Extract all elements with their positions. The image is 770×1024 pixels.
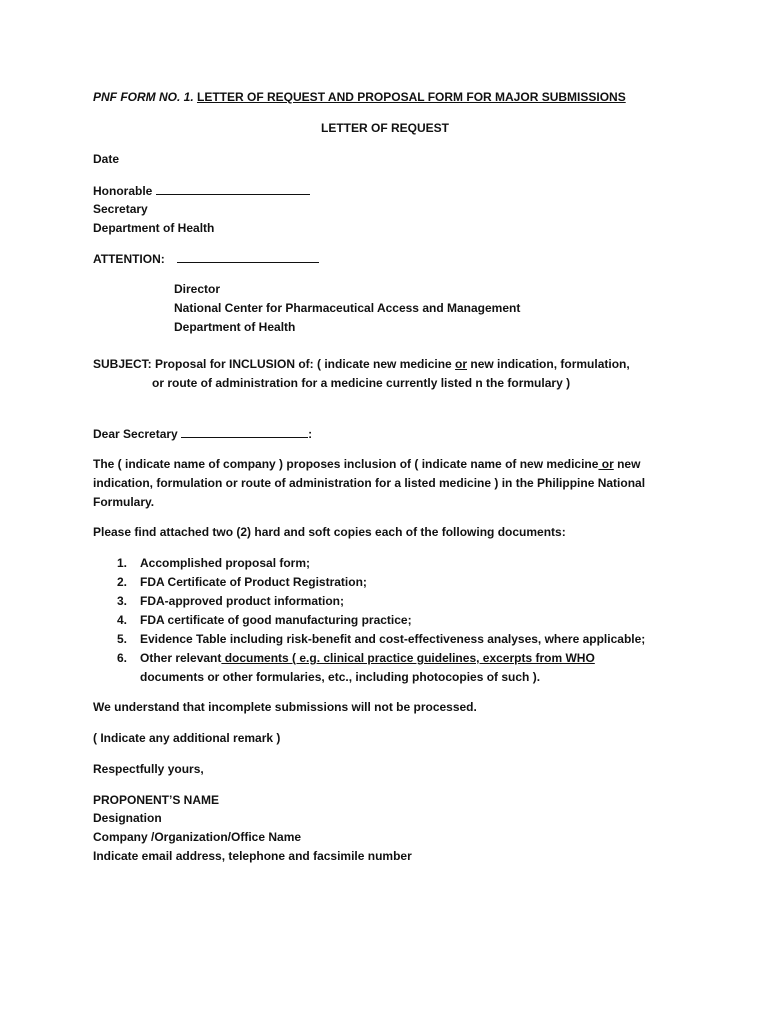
attention-dept: Department of Health bbox=[174, 320, 296, 334]
list-item-number: 6. bbox=[117, 651, 128, 665]
list-item-continued: documents or other formularies, etc., including photocopies of such ). bbox=[140, 670, 541, 684]
list-item: Evidence Table including risk-benefit and cost-effectiveness analyses, where applicable; bbox=[140, 632, 646, 646]
honorable-label: Honorable bbox=[93, 184, 153, 198]
respectfully: Respectfully yours, bbox=[93, 762, 204, 776]
body-p1-text: The ( indicate name of company ) proposes inclusion of ( indicate name of new medicine bbox=[93, 457, 599, 471]
salutation bbox=[93, 425, 312, 442]
body-p1-or: or bbox=[598, 457, 614, 471]
list-item: Accomplished proposal form; bbox=[140, 556, 311, 570]
list-item-number: 1. bbox=[117, 556, 128, 570]
list-item: FDA certificate of good manufacturing practice; bbox=[140, 613, 412, 627]
form-header bbox=[93, 89, 626, 105]
list-item bbox=[140, 650, 595, 666]
date-label: Date bbox=[93, 152, 120, 166]
addressee-position: Secretary bbox=[93, 202, 148, 216]
designation: Designation bbox=[93, 811, 162, 825]
attention-office: National Center for Pharmaceutical Access and Management bbox=[174, 301, 521, 315]
body-p1-text-end: new bbox=[613, 457, 641, 471]
subject-text-end: new indication, formulation, bbox=[467, 357, 630, 371]
list-item-number: 3. bbox=[117, 594, 128, 608]
subject-text: SUBJECT: Proposal for INCLUSION of: ( indicate new medicine bbox=[93, 357, 456, 371]
body-p2: Please find attached two (2) hard and soft copies each of the following documents: bbox=[93, 525, 566, 539]
form-title: LETTER OF REQUEST AND PROPOSAL FORM FOR MAJOR SUBMISSIONS bbox=[197, 90, 626, 104]
list-item-number: 2. bbox=[117, 575, 128, 589]
proponent-name: PROPONENT’S NAME bbox=[93, 793, 220, 807]
salutation-colon: : bbox=[308, 427, 313, 441]
addressee-dept: Department of Health bbox=[93, 221, 215, 235]
subject-or: or bbox=[455, 357, 468, 371]
list-item-text: Other relevant bbox=[140, 651, 222, 665]
subject-line-2: or route of administration for a medicine currently listed n the formulary ) bbox=[152, 376, 571, 390]
attention-label: ATTENTION: bbox=[93, 252, 165, 266]
salutation-text: Dear Secretary bbox=[93, 427, 178, 441]
list-item: FDA-approved product information; bbox=[140, 594, 344, 608]
list-item-number: 4. bbox=[117, 613, 128, 627]
attention-line bbox=[93, 250, 319, 267]
subject-line-1 bbox=[93, 356, 630, 372]
list-item-number: 5. bbox=[117, 632, 128, 646]
letter-subtitle: LETTER OF REQUEST bbox=[320, 121, 449, 135]
list-item: FDA Certificate of Product Registration; bbox=[140, 575, 367, 589]
contact-info: Indicate email address, telephone and facsimile number bbox=[93, 849, 412, 863]
body-p1-line1 bbox=[93, 456, 640, 472]
additional-remark: ( Indicate any additional remark ) bbox=[93, 731, 281, 745]
salutation-blank[interactable] bbox=[181, 425, 308, 438]
attention-blank[interactable] bbox=[177, 250, 319, 263]
honorable-line bbox=[93, 182, 310, 199]
list-item-text-end: documents ( e.g. clinical practice guidelines, excerpts from WHO bbox=[221, 651, 595, 665]
honorable-blank[interactable] bbox=[156, 182, 310, 195]
form-number: PNF FORM NO. 1. bbox=[93, 90, 194, 104]
body-p1-line2: indication, formulation or route of administration for a listed medicine ) in the Philippine National bbox=[93, 476, 646, 490]
incomplete-notice: We understand that incomplete submissions will not be processed. bbox=[93, 700, 477, 714]
company-name: Company /Organization/Office Name bbox=[93, 830, 302, 844]
body-p1-line3: Formulary. bbox=[93, 495, 155, 509]
attention-position: Director bbox=[174, 282, 221, 296]
